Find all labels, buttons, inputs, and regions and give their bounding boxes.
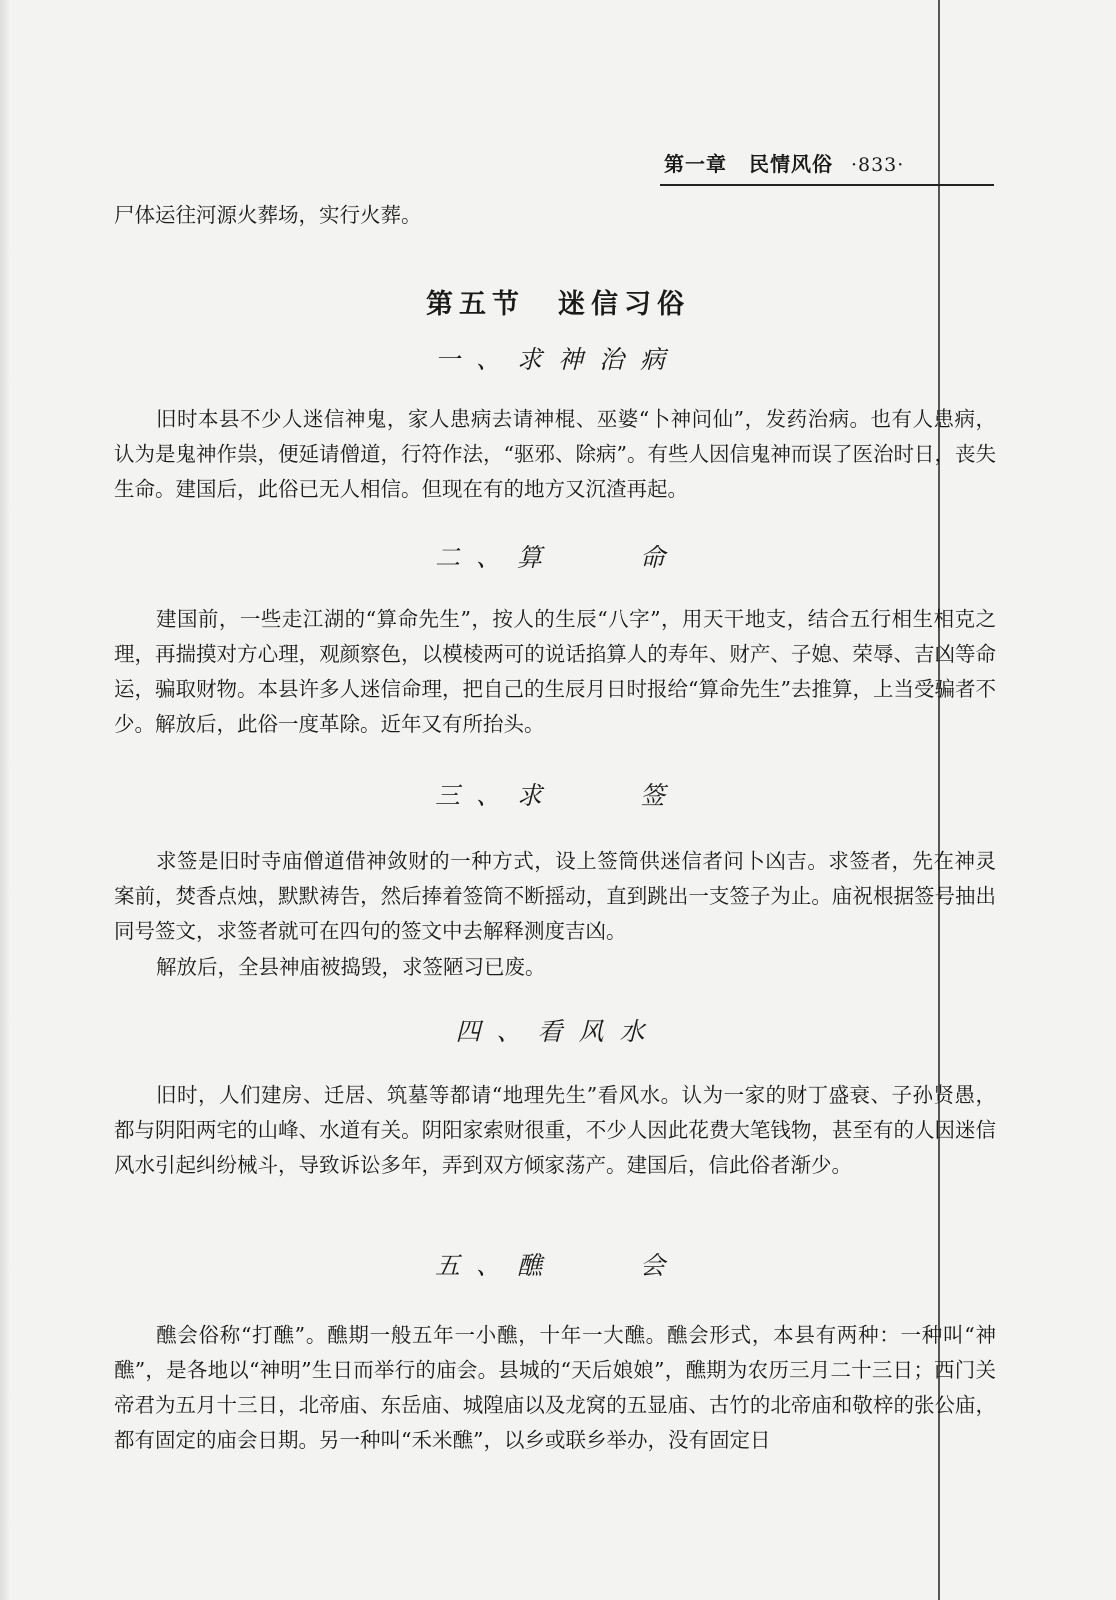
header-rule <box>660 184 994 186</box>
paragraph-2: 建国前，一些走江湖的“算命先生”，按人的生辰“八字”，用天干地支，结合五行相生相克之理，再揣摸对方心理，观颜察色，以模棱两可的说话掐算人的寿年、财产、子媳、荣辱、吉凶等命运，骗取财物。本县许多人迷信命理，把自己的生辰月日时报给“算命先生”去推算，上当受骗者不少。解放后，此俗一度革除。近年又有所抬头。 <box>114 607 996 736</box>
running-header <box>664 148 994 177</box>
continuation-text: 尸体运往河源火葬场，实行火葬。 <box>114 203 422 227</box>
page-number: ·833· <box>850 154 905 176</box>
paragraph-3: 求签是旧时寺庙僧道借神敛财的一种方式，设上签筒供迷信者问卜凶吉。求签者，先在神灵案前，焚香点烛，默默祷告，然后捧着签筒不断摇动，直到跳出一支签子为止。庙祝根据签号抽出同号签文，求签者就可在四句的签文中去解释测度吉凶。 <box>114 849 996 943</box>
subsection-title-4: 四、看风水 <box>455 1017 661 1046</box>
subsection-title-3: 三、求 签 <box>434 781 681 810</box>
section-title: 第五节 迷信习俗 <box>426 289 690 320</box>
paragraph-4: 解放后，全县神庙被捣毁，求签陋习已废。 <box>156 955 546 979</box>
paragraph-6: 醮会俗称“打醮”。醮期一般五年一小醮，十年一大醮。醮会形式，本县有两种：一种叫“神醮”，是各地以“神明”生日而举行的庙会。县城的“天后娘娘”，醮期为农历三月二十三日；西门关帝君为五月十三日，北帝庙、东岳庙、城隍庙以及龙窝的五显庙、古竹的北帝庙和敬梓的张公庙，都有固定的庙会日期。另一种叫“禾米醮”，以乡或联乡举办，没有固定日 <box>114 1323 996 1452</box>
subsection-title-1: 一、求神治病 <box>434 345 681 374</box>
subsection-title-5: 五、醮 会 <box>434 1251 681 1280</box>
subsection-title-2: 二、算 命 <box>434 543 681 572</box>
paragraph-5: 旧时，人们建房、迁居、筑墓等都请“地理先生”看风水。认为一家的财丁盛衰、子孙贤愚，都与阴阳两宅的山峰、水道有关。阴阳家索财很重，不少人因此花费大笔钱物，甚至有的人因迷信风水引起纠纷械斗，导致诉讼多年，弄到双方倾家荡产。建国后，信此俗者渐少。 <box>114 1083 996 1177</box>
header-chapter: 第一章 <box>664 152 727 176</box>
header-section-name: 民情风俗 <box>748 152 833 176</box>
paragraph-1: 旧时本县不少人迷信神鬼，家人患病去请神棍、巫婆“卜神问仙”，发药治病。也有人患病，认为是鬼神作祟，便延请僧道，行符作法，“驱邪、除病”。有些人因信鬼神而误了医治时日，丧失生命。建国后，此俗已无人相信。但现在有的地方又沉渣再起。 <box>114 407 996 501</box>
